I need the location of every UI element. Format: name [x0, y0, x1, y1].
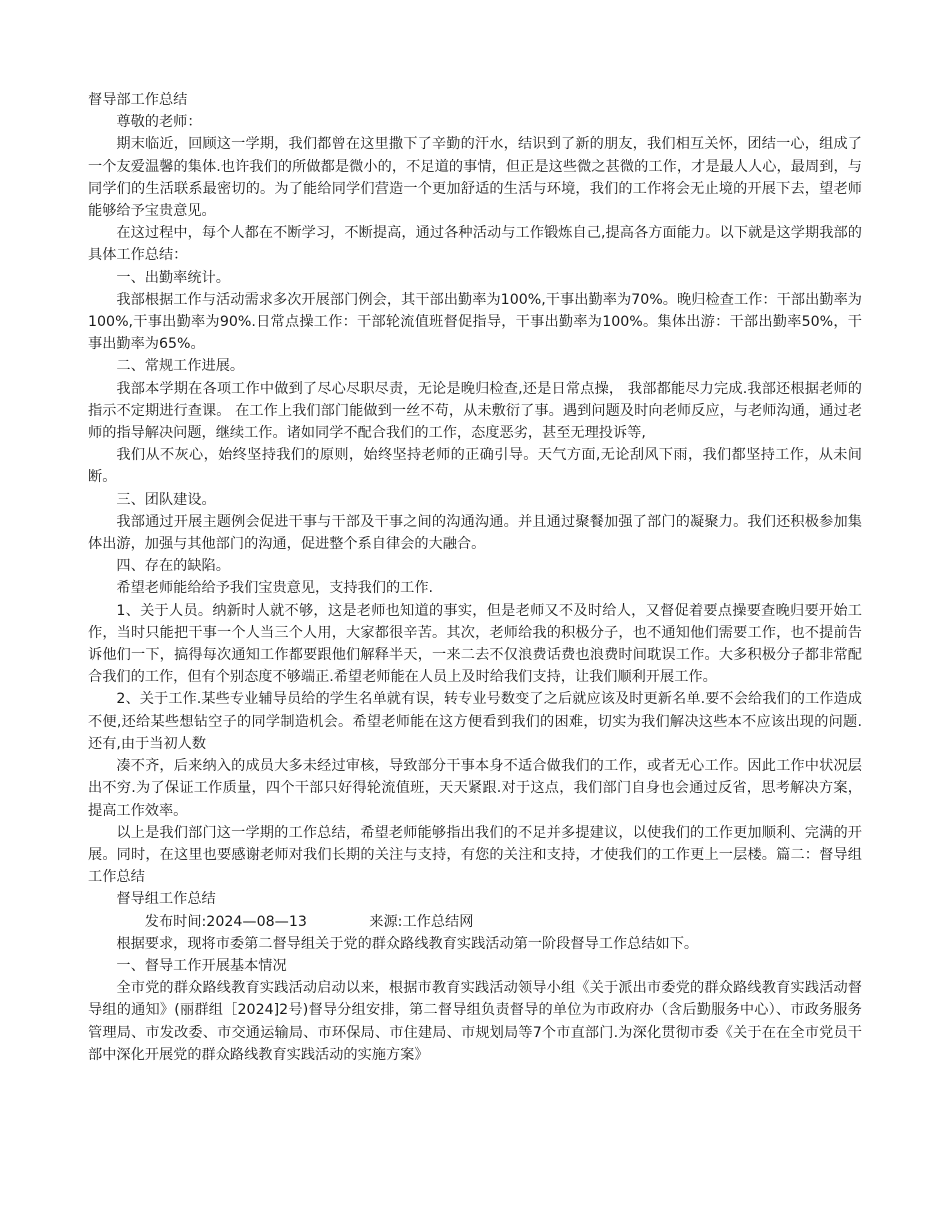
- section-2-heading: 二、常规工作进展。: [116, 358, 245, 375]
- section-2-body-2: 我们从不灰心，始终坚持我们的原则，始终坚持老师的正确引导。天气方面,无论刮风下雨，我们都坚持工作，从未间断。: [88, 447, 862, 486]
- greeting: 尊敬的老师：: [116, 114, 202, 131]
- intro-paragraph-2: 在这过程中，每个人都在不断学习，不断提高，通过各种活动与工作锻炼自己,提高各方面能力。以下就是这学期我部的具体工作总结：: [88, 225, 862, 264]
- document-title: 督导部工作总结: [88, 92, 188, 108]
- section-1-body: 我部根据工作与活动需求多次开展部门例会，其干部出勤率为100%,干事出勤率为70%。晚归检查工作：干部出勤率为100%,干事出勤率为90%.日常点操工作：干部轮流值班督促指导，干事出勤率为100%。集体出游：干部出勤率50%，干事出勤率为65%。: [88, 291, 862, 353]
- part-2-section-1-body: 全市党的群众路线教育实践活动启动以来，根据市教育实践活动领导小组《关于派出市委党的群众路线教育实践活动督导组的通知》(丽群组［2024]2号)督导分组安排，第二督导组负责督导的单位为市政府办（含后勤服务中心）、市政务服务管理局、市发改委、市交通运输局、市环保局、市住建局、市规划局等7个市直部门.为深化贯彻市委《关于在在全市党员干部中深化开展党的群众路线教育实践活动的实施方案》: [88, 980, 862, 1063]
- section-3-body: 我部通过开展主题例会促进干事与干部及干事之间的沟通沟通。并且通过聚餐加强了部门的凝聚力。我们还积极参加集体出游，加强与其他部门的沟通，促进整个系自律会的大融合。: [88, 513, 862, 553]
- part-2-intro: 根据要求，现将市委第二督导组关于党的群众路线教育实践活动第一阶段督导工作总结如下。: [116, 935, 699, 952]
- section-3-heading: 三、团队建设。: [116, 491, 216, 508]
- part-2-meta: [88, 911, 862, 933]
- source: 来源:工作总结网: [369, 913, 474, 930]
- intro-paragraph: 期末临近，回顾这一学期，我们都曾在这里撒下了辛勤的汗水，结识到了新的朋友，我们相互关怀，团结一心，组成了一个友爱温馨的集体.也许我们的所做都是微小的，不足道的事情，但正是这些微之甚微的工作，才是最人人心，最周到，与同学们的生活联系最密切的。为了能给同学们营造一个更加舒适的生活与环境，我们的工作将会无止境的开展下去，望老师能够给予宝贵意见。: [88, 136, 862, 220]
- section-4-body: 希望老师能给给予我们宝贵意见，支持我们的工作.: [116, 580, 434, 597]
- section-2-body: 我部本学期在各项工作中做到了尽心尽职尽责，无论是晚归检查,还是日常点操， 我部都能尽力完成.我部还根据老师的指示不定期进行查课。 在工作上我们部门能做到一丝不苟，从未敷衍了事。遇到问题及时向老师反应，与老师沟通，通过老师的指导解决问题，继续工作。诸如同学不配合我们的工作，态度恶劣，甚至无理投诉等,: [88, 380, 862, 442]
- section-1-heading: 一、出勤率统计。: [116, 269, 230, 286]
- part-2-title: 督导组工作总结: [116, 891, 216, 908]
- closing-paragraph: 以上是我们部门这一学期的工作总结，希望老师能够指出我们的不足并多提建议，以使我们的工作更加顺利、完满的开展。同时，在这里也要感谢老师对我们长期的关注与支持，有您的关注和支持，才使我们的工作更上一层楼。篇二：督导组工作总结: [88, 824, 862, 886]
- section-4-heading: 四、存在的缺陷。: [116, 558, 230, 575]
- section-4-point-2: 2、关于工作.某些专业辅导员给的学生名单就有误，转专业号数变了之后就应该及时更新名单.要不会给我们的工作造成不便,还给某些想钻空子的同学制造机会。希望老师能在这方便看到我们的困难，切实为我们解决这些本不应该出现的问题.还有,由于当初人数: [88, 691, 862, 752]
- part-2-section-1-heading: 一、督导工作开展基本情况: [116, 957, 287, 974]
- document-body: [88, 89, 862, 1066]
- section-4-point-1: 1、关于人员。纳新时人就不够，这是老师也知道的事实，但是老师又不及时给人，又督促着要点操要查晚归要开始工作，当时只能把干事一个人当三个人用，大家都很辛苦。其次，老师给我的积极分子，也不通知他们需要工作，也不提前告诉他们一下，搞得每次通知工作都要跟他们解释半天，一来二去不仅浪费话费也浪费时间耽误工作。大多积极分子都非常配合我们的工作，但有个别态度不够端正.希望老师能在人员上及时给我们支持，让我们顺利开展工作。: [88, 602, 862, 686]
- section-4-point-3: 凑不齐，后来纳入的成员大多未经过审核，导致部分干事本身不适合做我们的工作，或者无心工作。因此工作中状况层出不穷.为了保证工作质量，四个干部只好得轮流值班，天天紧跟.对于这点，我们部门自身也会通过反省，思考解决方案，提高工作效率。: [88, 758, 862, 819]
- publish-date: 发布时间:2024—08—13: [144, 913, 307, 930]
